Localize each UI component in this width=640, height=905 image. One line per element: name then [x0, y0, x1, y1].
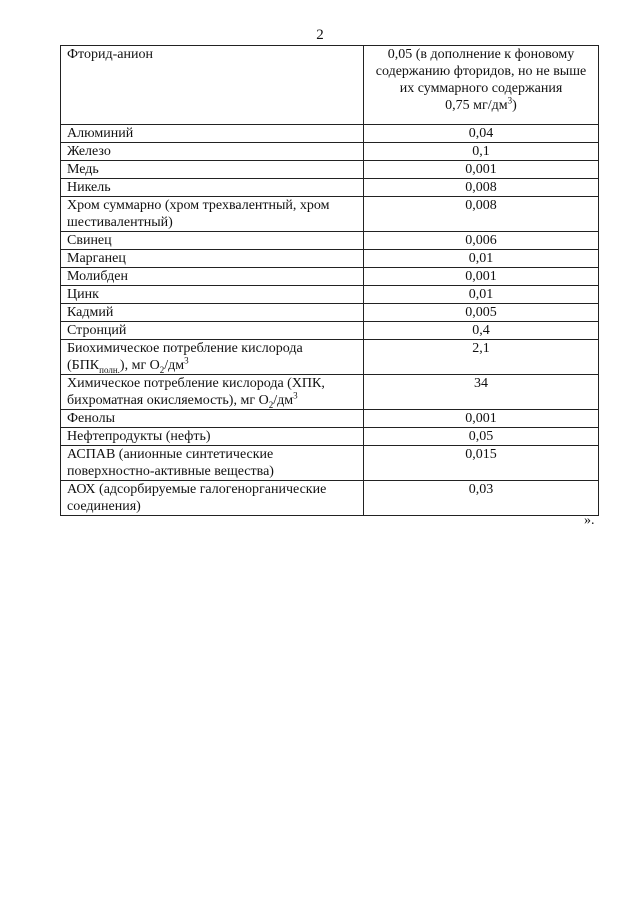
concentration-value: 0,05 — [364, 428, 599, 446]
concentration-value: 0,01 — [364, 286, 599, 304]
concentration-value: 0,01 — [364, 250, 599, 268]
substance-name: Нефтепродукты (нефть) — [61, 428, 364, 446]
concentration-value: 0,001 — [364, 410, 599, 428]
substance-name: Стронций — [61, 322, 364, 340]
substance-name: Цинк — [61, 286, 364, 304]
closing-quote: ». — [584, 513, 595, 528]
substance-name: Хром суммарно (хром трехвалентный, хром шестивалентный) — [61, 197, 364, 232]
substance-name: Свинец — [61, 232, 364, 250]
concentration-value: 0,03 — [364, 481, 599, 516]
concentration-value: 0,015 — [364, 446, 599, 481]
norms-table — [60, 45, 599, 516]
concentration-value: 0,008 — [364, 197, 599, 232]
substance-name: Железо — [61, 143, 364, 161]
substance-name: АОХ (адсорбируемые галогенорганические соединения) — [61, 481, 364, 516]
concentration-value: 0,001 — [364, 268, 599, 286]
table-row — [61, 410, 599, 428]
substance-name: Фенолы — [61, 410, 364, 428]
table-row — [61, 481, 599, 516]
concentration-value: 34 — [364, 375, 599, 410]
concentration-value: 0,006 — [364, 232, 599, 250]
table-row — [61, 46, 599, 125]
concentration-value: 0,4 — [364, 322, 599, 340]
table-row — [61, 428, 599, 446]
concentration-value: 0,04 — [364, 125, 599, 143]
page-number: 2 — [316, 27, 324, 43]
substance-name: Никель — [61, 179, 364, 197]
table-row — [61, 143, 599, 161]
table-row — [61, 268, 599, 286]
table-row — [61, 286, 599, 304]
concentration-value: 0,001 — [364, 161, 599, 179]
substance-name: Кадмий — [61, 304, 364, 322]
table-row — [61, 375, 599, 410]
concentration-value: 0,008 — [364, 179, 599, 197]
table-row — [61, 304, 599, 322]
table-row — [61, 250, 599, 268]
substance-name: Молибден — [61, 268, 364, 286]
table-row — [61, 161, 599, 179]
table-row — [61, 179, 599, 197]
concentration-value: 0,05 (в дополнение к фоновому содержанию фторидов, но не выше их суммарного содержания 0,75 $мг/дм^3$) — [364, 46, 599, 125]
table-row — [61, 197, 599, 232]
table-row — [61, 232, 599, 250]
concentration-value: 2,1 — [364, 340, 599, 375]
substance-name: Марганец — [61, 250, 364, 268]
table-row — [61, 322, 599, 340]
table-row — [61, 446, 599, 481]
substance-name: Фторид-анион — [61, 46, 364, 125]
norms-table-body — [61, 46, 599, 516]
substance-name: Алюминий — [61, 125, 364, 143]
table-row — [61, 340, 599, 375]
table-row — [61, 125, 599, 143]
concentration-value: 0,005 — [364, 304, 599, 322]
substance-name: АСПАВ (анионные синтетические поверхностно-активные вещества) — [61, 446, 364, 481]
substance-name: Биохимическое потребление кислорода $(БПК_{полн.})$, мг $O_2/дм^3$ — [61, 340, 364, 375]
substance-name: Медь — [61, 161, 364, 179]
concentration-value: 0,1 — [364, 143, 599, 161]
substance-name: Химическое потребление кислорода (ХПК, бихроматная окисляемость), мг $O_2/дм^3$ — [61, 375, 364, 410]
